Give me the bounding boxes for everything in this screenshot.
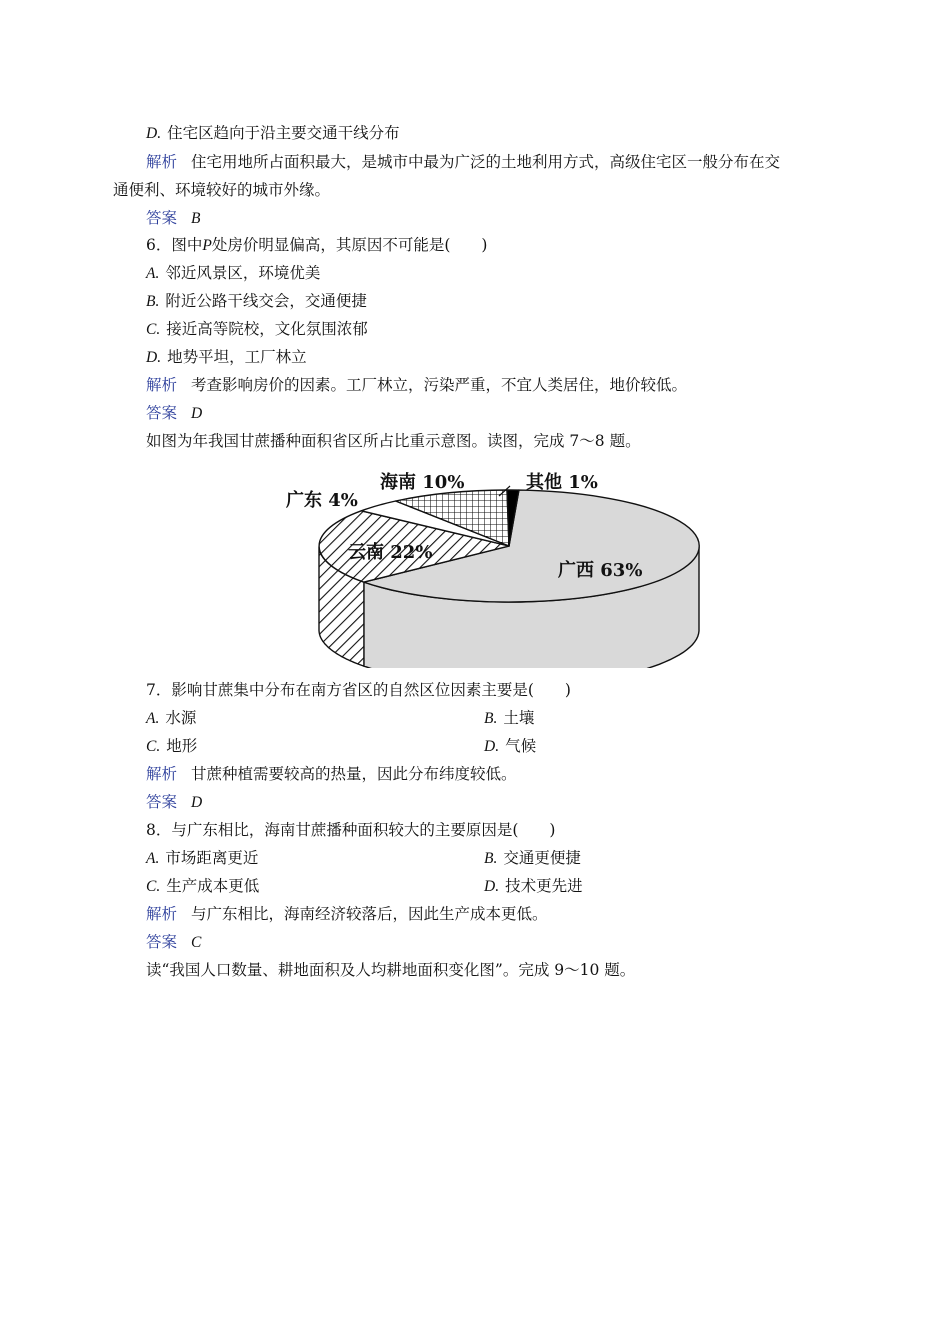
q7-option-c: C. 地形 bbox=[146, 737, 198, 755]
analysis-label: 解析 bbox=[146, 153, 178, 171]
q8-analysis: 解析 与广东相比，海南经济较落后，因此生产成本更低。 bbox=[146, 905, 548, 923]
q6-analysis: 解析 考查影响房价的因素。工厂林立，污染严重，不宜人类居住，地价较低。 bbox=[146, 376, 688, 394]
label-guangxi: 广西 63% bbox=[558, 560, 643, 581]
q5-answer: 答案 B bbox=[146, 209, 201, 227]
q6-option-d: D. 地势平坦，工厂林立 bbox=[146, 348, 307, 366]
q7-answer: 答案 D bbox=[146, 793, 203, 811]
analysis-label: 解析 bbox=[146, 905, 178, 923]
q6-stem: 6．图中P处房价明显偏高，其原因不可能是( ) bbox=[146, 236, 488, 254]
q8-option-a: A. 市场距离更近 bbox=[146, 849, 259, 867]
intro-7-8: 如图为年我国甘蔗播种面积省区所占比重示意图。读图，完成 7～8 题。 bbox=[146, 432, 641, 450]
answer-label: 答案 bbox=[146, 404, 178, 422]
q6-option-c: C. 接近高等院校，文化氛围浓郁 bbox=[146, 320, 368, 338]
intro-9-10: 读“我国人口数量、耕地面积及人均耕地面积变化图”。完成 9～10 题。 bbox=[146, 961, 636, 979]
answer-label: 答案 bbox=[146, 933, 178, 951]
q8-option-d: D. 技术更先进 bbox=[484, 877, 583, 895]
analysis-label: 解析 bbox=[146, 376, 178, 394]
q5-option-d: D. 住宅区趋向于沿主要交通干线分布 bbox=[146, 124, 400, 142]
answer-label: 答案 bbox=[146, 793, 178, 811]
q7-option-d: D. 气候 bbox=[484, 737, 537, 755]
analysis-label: 解析 bbox=[146, 765, 178, 783]
q7-option-b: B. 土壤 bbox=[484, 709, 535, 727]
label-yunnan: 云南 22% bbox=[348, 542, 433, 563]
label-guangdong: 广东 4% bbox=[286, 490, 358, 511]
q8-option-c: C. 生产成本更低 bbox=[146, 877, 260, 895]
sugarcane-pie-chart bbox=[280, 458, 710, 668]
q6-option-a: A. 邻近风景区，环境优美 bbox=[146, 264, 321, 282]
q6-answer: 答案 D bbox=[146, 404, 203, 422]
q5-analysis: 解析 住宅用地所占面积最大，是城市中最为广泛的土地利用方式，高级住宅区一般分布在交 bbox=[146, 153, 781, 171]
q8-answer: 答案 C bbox=[146, 933, 202, 951]
label-hainan: 海南 10% bbox=[380, 472, 465, 493]
q5-analysis-cont: 通便利、环境较好的城市外缘。 bbox=[113, 181, 331, 199]
q8-option-b: B. 交通更便捷 bbox=[484, 849, 581, 867]
q8-stem: 8．与广东相比，海南甘蔗播种面积较大的主要原因是( ) bbox=[146, 821, 556, 839]
answer-label: 答案 bbox=[146, 209, 178, 227]
q7-option-a: A. 水源 bbox=[146, 709, 197, 727]
q7-stem: 7．影响甘蔗集中分布在南方省区的自然区位因素主要是( ) bbox=[146, 681, 571, 699]
q6-option-b: B. 附近公路干线交会，交通便捷 bbox=[146, 292, 367, 310]
label-other: 其他 1% bbox=[526, 472, 598, 493]
q7-analysis: 解析 甘蔗种植需要较高的热量，因此分布纬度较低。 bbox=[146, 765, 517, 783]
